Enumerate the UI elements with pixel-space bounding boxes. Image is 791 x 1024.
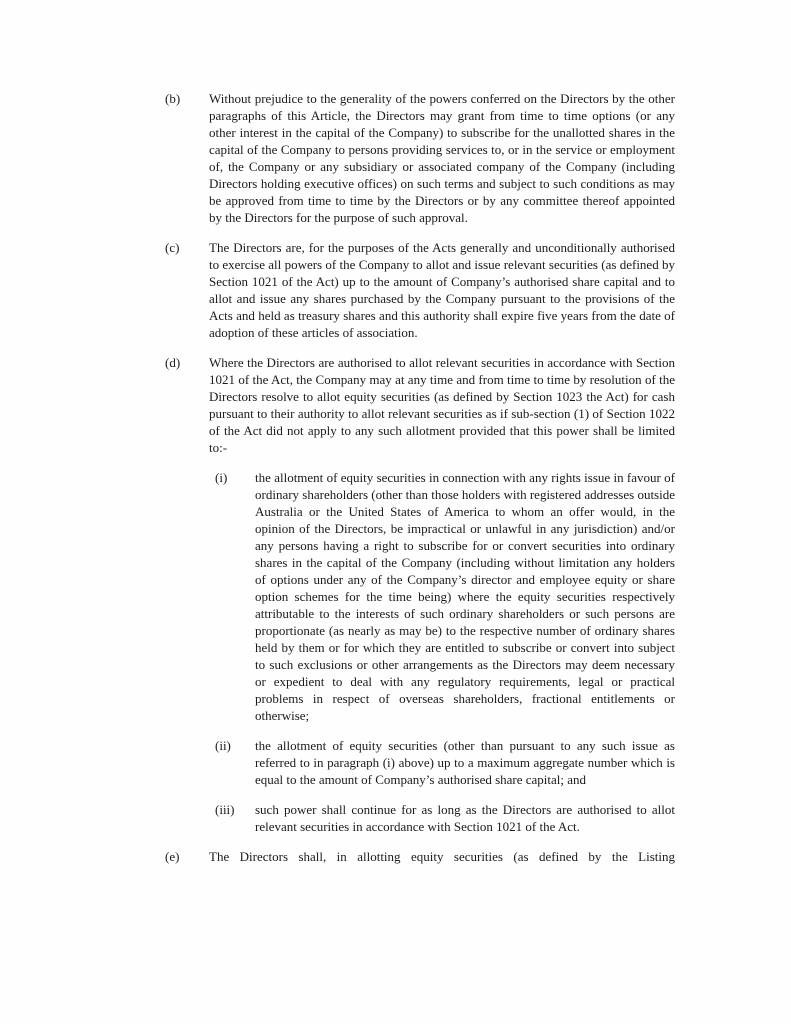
subparagraph-i xyxy=(215,469,675,724)
paragraph-e xyxy=(165,848,675,865)
paragraph-text: Where the Directors are authorised to allot relevant securities in accordance with Section 1021 of the Act, the Company may at any time and from time to time by resolution of the Directors resolve to allot equity securities (as defined by Section 1023 the Act) for cash pursuant to their authority to allot relevant securities as if sub-section (1) of Section 1022 of the Act did not apply to any such allotment provided that this power shall be limited to:- xyxy=(209,355,675,455)
subparagraph-text: the allotment of equity securities in connection with any rights issue in favour of ordinary shareholders (other than those holders with registered addresses outside Australia or the United States of America to whom an offer would, in the opinion of the Directors, be impractical or unlawful in any jurisdiction) and/or any persons having a right to subscribe for or convert securities into ordinary shares in the capital of the Company (including without limitation any holders of options under any of the Company’s director and employee equity or share option schemes for the time being) where the equity securities respectively attributable to the interests of such ordinary shareholders or such persons are proportionate (as nearly as may be) to the respective number of ordinary shares held by them or for which they are entitled to subscribe or convert into subject to such exclusions or other arrangements as the Directors may deem necessary or expedient to deal with any regulatory requirements, legal or practical problems in respect of overseas shareholders, fractional entitlements or otherwise; xyxy=(255,470,675,723)
paragraph-label: (e) xyxy=(165,849,180,864)
paragraph-c xyxy=(165,239,675,341)
paragraph-label: (c) xyxy=(165,240,180,255)
paragraph-text: The Directors shall, in allotting equity securities (as defined by the Listing xyxy=(209,849,675,864)
subparagraph-label: (i) xyxy=(215,470,228,485)
subparagraph-ii xyxy=(215,737,675,788)
subparagraph-iii xyxy=(215,801,675,835)
paragraph-text: Without prejudice to the generality of the powers conferred on the Directors by the other paragraphs of this Article, the Directors may grant from time to time options (or any other interest in the capital of the Company) to subscribe for the unallotted shares in the capital of the Company to persons providing services to, or in the service or employment of, the Company or any subsidiary or associated company of the Company (including Directors holding executive offices) on such terms and subject to such conditions as may be approved from time to time by the Directors or by any committee thereof appointed by the Directors for the purpose of such approval. xyxy=(209,91,675,225)
subparagraph-text: such power shall continue for as long as the Directors are authorised to allot relevant securities in accordance with Section 1021 of the Act. xyxy=(255,802,675,834)
paragraph-label: (d) xyxy=(165,355,181,370)
subparagraph-label: (iii) xyxy=(215,802,235,817)
paragraph-label: (b) xyxy=(165,91,181,106)
paragraph-b xyxy=(165,90,675,226)
paragraph-d xyxy=(165,354,675,456)
subparagraph-text: the allotment of equity securities (other than pursuant to any such issue as referred to in paragraph (i) above) up to a maximum aggregate number which is equal to the amount of Company’s authorised share capital; and xyxy=(255,738,675,787)
paragraph-text: The Directors are, for the purposes of the Acts generally and unconditionally authorised to exercise all powers of the Company to allot and issue relevant securities (as defined by Section 1021 of the Act) up to the amount of Company’s authorised share capital and to allot and issue any shares purchased by the Company pursuant to the provisions of the Acts and held as treasury shares and this authority shall expire five years from the date of adoption of these articles of association. xyxy=(209,240,675,340)
subparagraph-label: (ii) xyxy=(215,738,231,753)
document-content xyxy=(165,90,675,865)
